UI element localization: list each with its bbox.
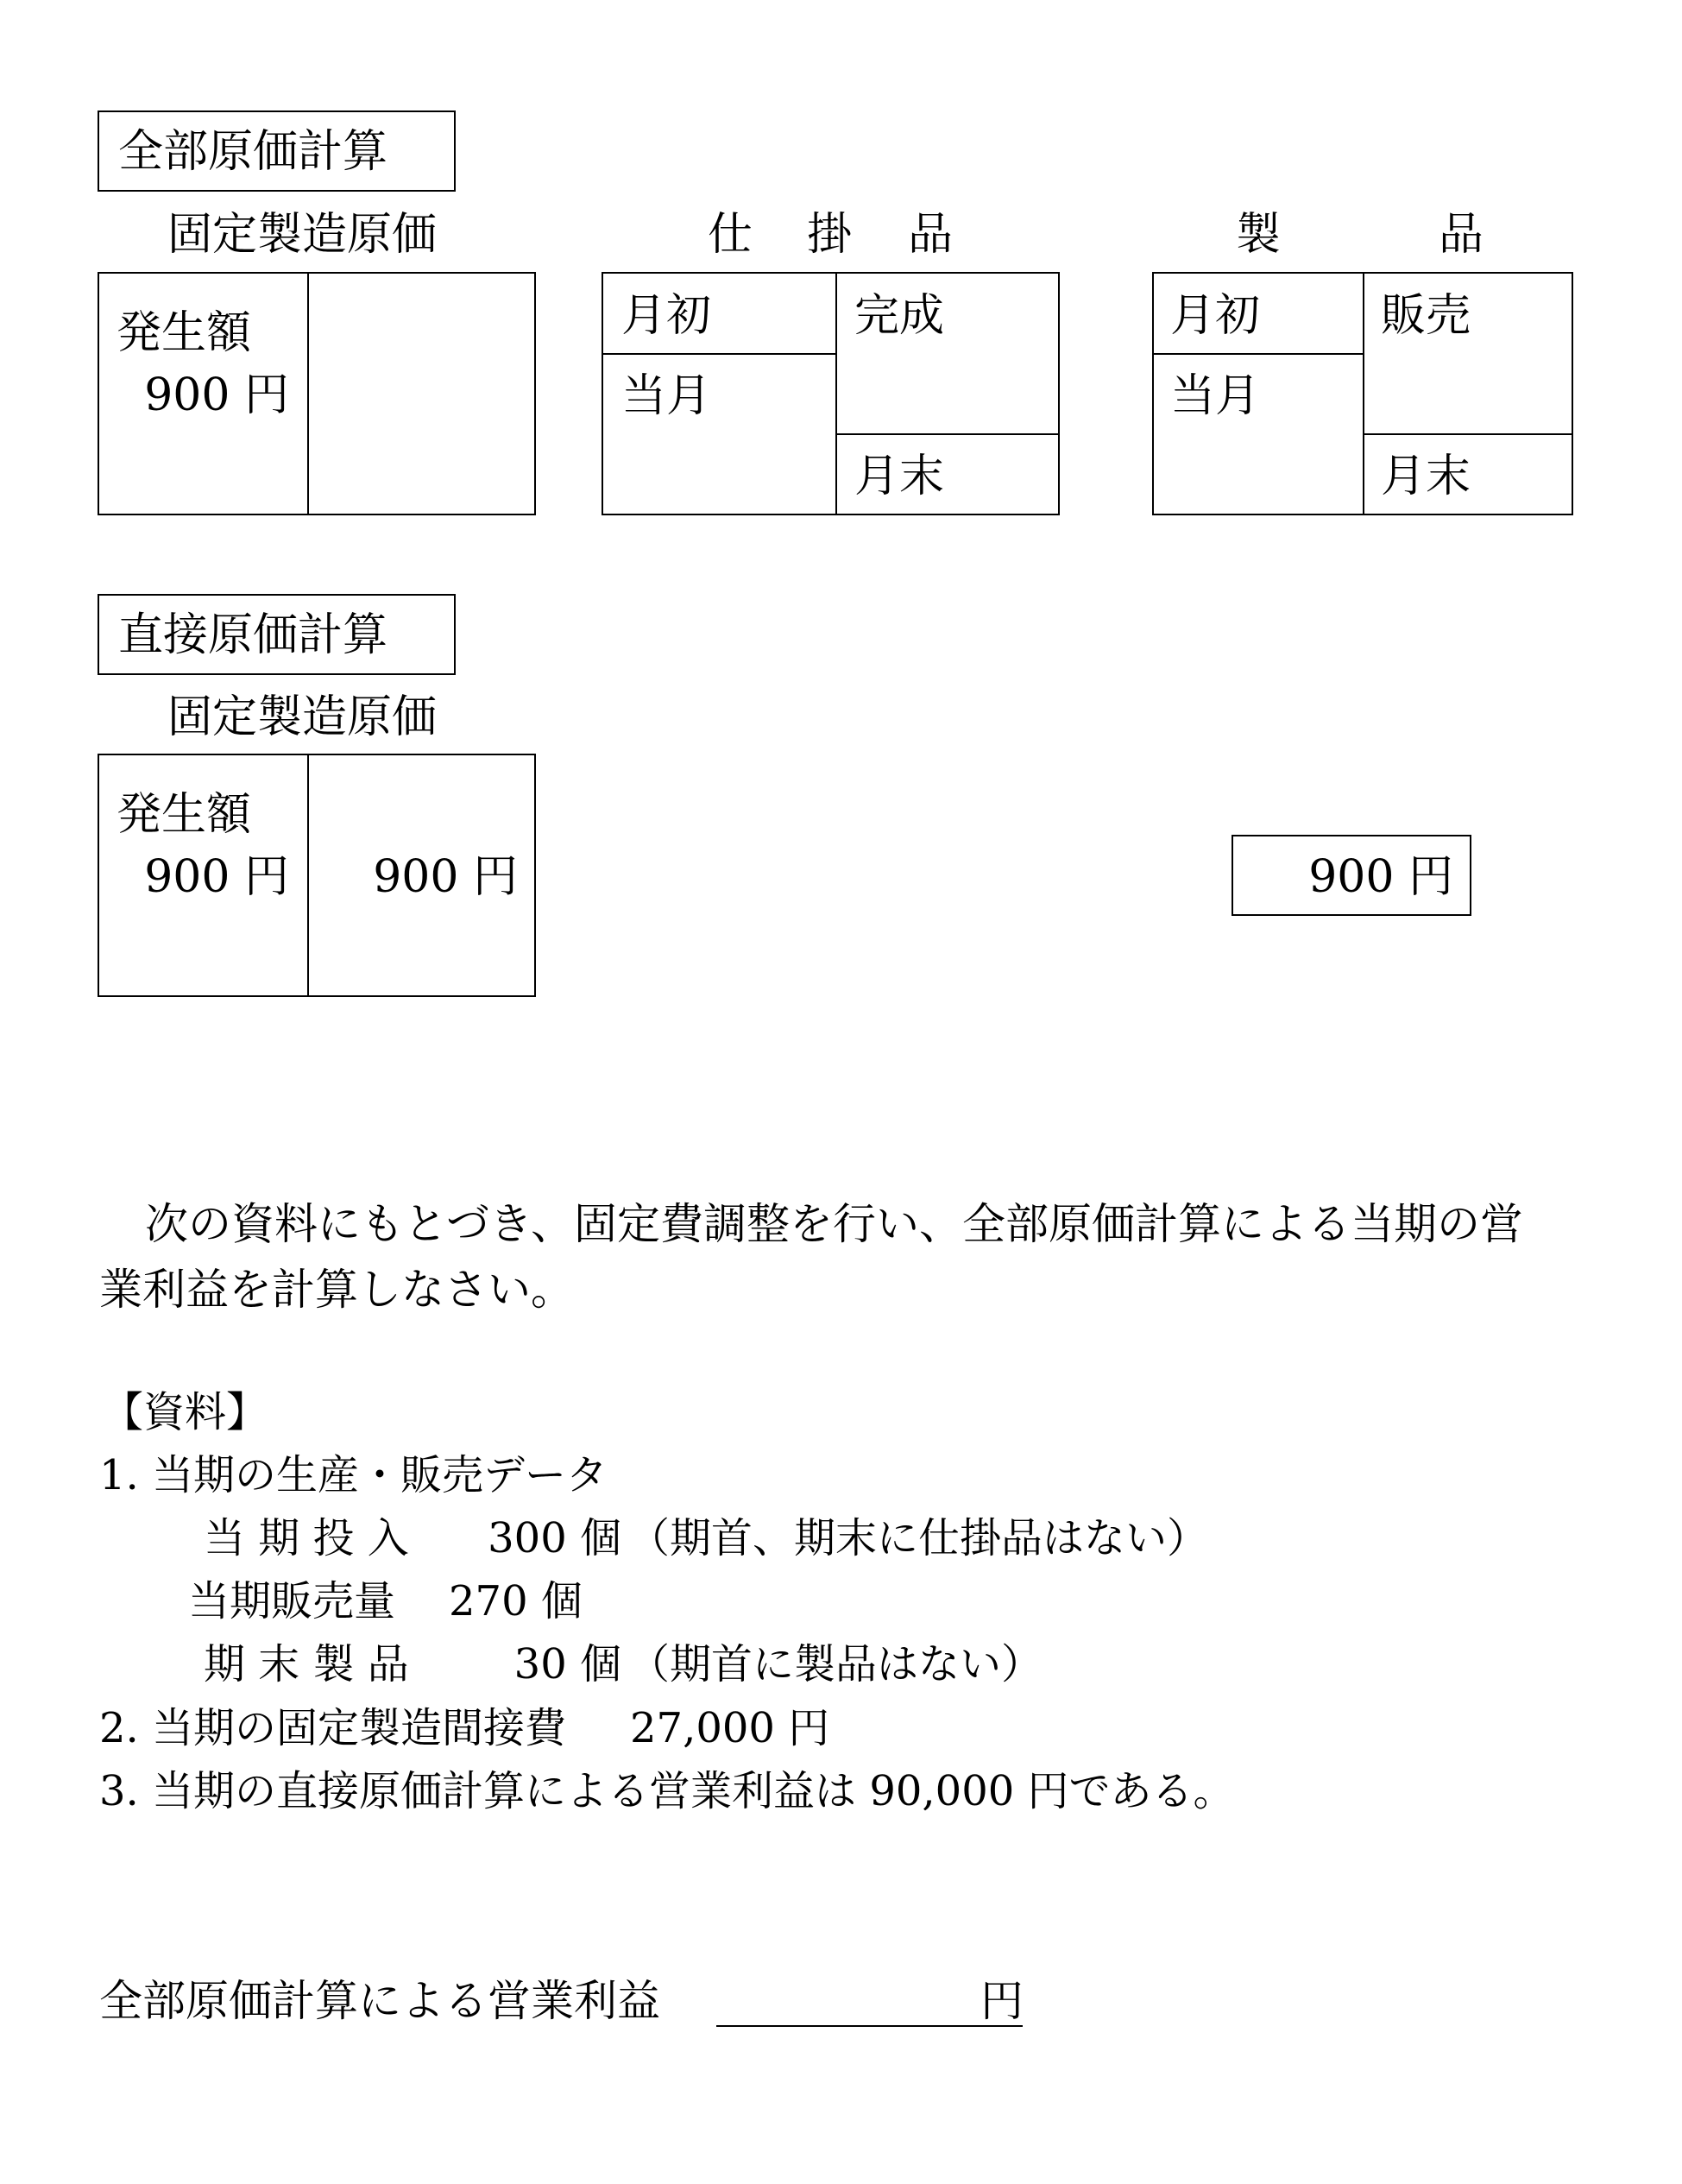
direct-expense-amount: 900 円 [1308,851,1453,903]
absorption-fixed-divider [307,272,309,515]
materials-item-2-label: 2. 当期の固定製造間接費 [99,1704,567,1752]
question-line-1: 次の資料にもとづき、固定費調整を行い、全部原価計算による当期の営 [145,1199,1523,1249]
direct-fixed-amount: 900 円 [144,851,289,903]
direct-fixed-label: 発生額 [117,789,252,841]
absorption-fixed-amount: 900 円 [144,369,289,421]
material-row-note: （期首に製品はない） [628,1640,1043,1688]
product-current: 当月 [1170,370,1261,422]
direct-fixed-divider [307,754,309,997]
wip-completed: 完成 [854,290,945,342]
material-row-label: 当期販売量 [188,1577,396,1625]
wip-beginning: 月初 [621,290,712,342]
materials-item-1: 1. 当期の生産・販売データ [99,1451,608,1499]
materials-heading: 【資料】 [102,1388,268,1436]
direct-title: 直接原価計算 [118,609,388,661]
material-row-label: 期 末 製 品 [204,1640,409,1688]
material-row-value: 270 個 [449,1577,583,1625]
wip-header-2: 掛 [807,209,853,261]
material-row-note: （期首、期末に仕掛品はない） [628,1514,1209,1562]
wip-right-hline [835,433,1060,435]
product-sales: 販売 [1381,290,1471,342]
material-row-value: 30 個 [513,1640,621,1688]
product-right-hline [1363,433,1573,435]
answer-label: 全部原価計算による営業利益 [99,1976,660,2026]
absorption-fixed-label: 発生額 [117,307,252,359]
answer-unit: 円 [980,1976,1024,2026]
materials-item-3: 3. 当期の直接原価計算による営業利益は 90,000 円である。 [99,1767,1235,1815]
wip-ending: 月末 [854,451,945,502]
wip-left-hline [602,353,835,355]
wip-header-1: 仕 [708,209,753,261]
product-divider [1363,272,1364,515]
product-header-2: 品 [1439,209,1484,261]
wip-current: 当月 [621,370,712,422]
direct-fixed-right-amount: 900 円 [373,851,518,903]
wip-divider [835,272,837,515]
material-row-label: 当 期 投 入 [204,1514,409,1562]
material-row-value: 300 個 [488,1514,621,1562]
answer-blank[interactable] [716,2025,1023,2027]
question-line-2: 業利益を計算しなさい。 [99,1265,574,1315]
product-ending: 月末 [1381,451,1471,502]
product-left-hline [1152,353,1363,355]
absorption-fixed-header: 固定製造原価 [167,209,438,261]
absorption-title: 全部原価計算 [118,126,388,178]
direct-fixed-header: 固定製造原価 [167,691,438,743]
materials-item-2-value: 27,000 円 [630,1704,830,1752]
product-header-1: 製 [1236,209,1282,261]
product-beginning: 月初 [1170,290,1261,342]
wip-header-3: 品 [908,209,954,261]
